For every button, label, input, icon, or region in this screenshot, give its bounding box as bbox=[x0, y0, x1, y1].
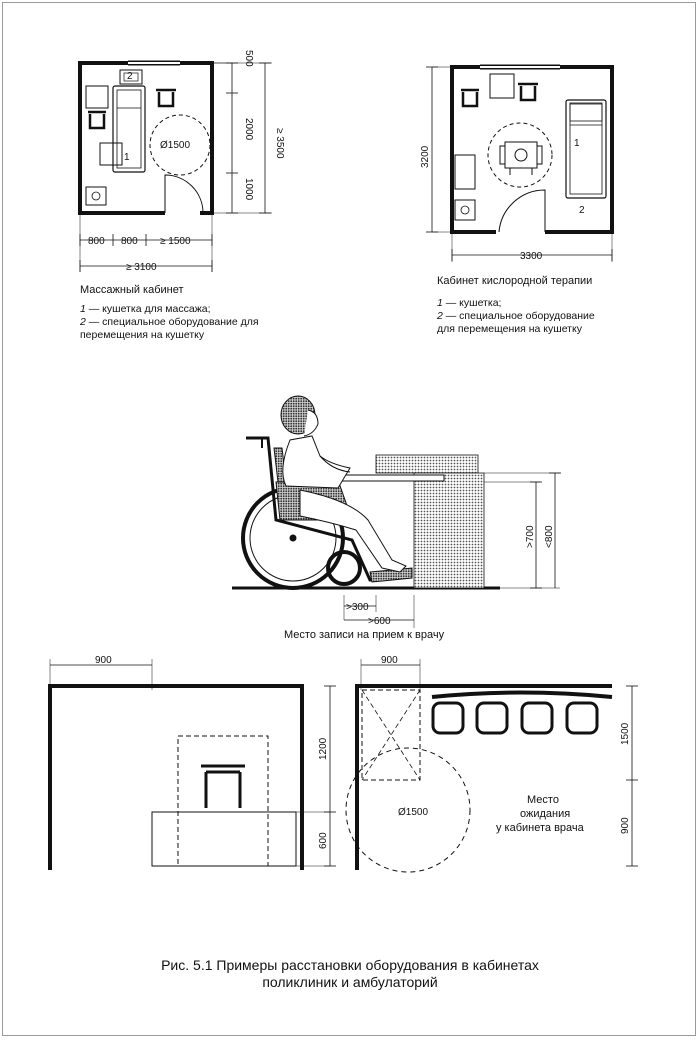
massage-room-legend bbox=[80, 303, 259, 342]
desk-dim-1200: 1200 bbox=[318, 737, 329, 760]
figure-caption bbox=[0, 957, 700, 991]
figure-caption-line2: поликлиник и амбулаторий bbox=[262, 974, 438, 990]
waiting-label-line3: у кабинета врача bbox=[496, 822, 584, 834]
reception-dim-knee: >300 bbox=[346, 602, 369, 613]
waiting-label-line1: Место bbox=[527, 794, 559, 806]
oxygen-marker-2: 2 bbox=[579, 205, 585, 216]
oxygen-marker-1: 1 bbox=[574, 138, 580, 149]
massage-legend-item-2: 2 — специальное оборудование для bbox=[80, 316, 259, 328]
massage-legend-item-3: перемещения на кушетку bbox=[80, 329, 205, 341]
desk-dim-600: 600 bbox=[318, 832, 329, 849]
oxygen-legend-item-1: 1 — кушетка; bbox=[437, 297, 502, 309]
massage-dim-500: 500 bbox=[243, 50, 254, 67]
figure-caption-line1: Рис. 5.1 Примеры расстановки оборудования в кабинетах bbox=[161, 957, 539, 973]
waiting-dim-900: 900 bbox=[381, 655, 398, 666]
reception-dim-depth: >600 bbox=[368, 616, 391, 627]
oxygen-dim-height: 3200 bbox=[420, 145, 431, 168]
massage-legend-item-1: 1 — кушетка для массажа; bbox=[80, 303, 211, 315]
massage-room-labels bbox=[88, 50, 285, 273]
waiting-plan-labels bbox=[381, 655, 631, 834]
oxygen-room-legend bbox=[437, 297, 595, 336]
massage-dim-1500: ≥ 1500 bbox=[160, 236, 191, 247]
waiting-circle-label: Ø1500 bbox=[398, 807, 429, 818]
desk-plan bbox=[50, 659, 336, 870]
oxygen-legend-item-3: для перемещения на кушетку bbox=[437, 323, 582, 335]
waiting-dim-900-vertical: 900 bbox=[620, 817, 631, 834]
massage-dim-800b: 800 bbox=[121, 236, 138, 247]
massage-room-title: Массажный кабинет bbox=[80, 284, 184, 296]
oxygen-dim-width: 3300 bbox=[520, 251, 543, 262]
reception-illustration bbox=[232, 396, 561, 628]
massage-dim-total-width: ≥ 3100 bbox=[126, 262, 157, 273]
massage-circle-label: Ø1500 bbox=[160, 140, 191, 151]
waiting-label-line2: ожидания bbox=[520, 808, 571, 820]
massage-dim-800a: 800 bbox=[88, 236, 105, 247]
massage-dim-total-height: ≥ 3500 bbox=[274, 128, 285, 159]
massage-marker-2: 2 bbox=[127, 71, 133, 82]
reception-dim-700: >700 bbox=[525, 525, 536, 548]
reception-title: Место записи на прием к врачу bbox=[284, 629, 445, 641]
massage-dim-2000: 2000 bbox=[243, 118, 254, 141]
oxygen-room-labels bbox=[420, 138, 585, 262]
oxygen-room-plan bbox=[426, 65, 612, 262]
massage-marker-1: 1 bbox=[124, 152, 130, 163]
waiting-plan bbox=[346, 659, 638, 872]
desk-dim-900: 900 bbox=[95, 655, 112, 666]
massage-dim-1000: 1000 bbox=[243, 178, 254, 201]
waiting-dim-1500: 1500 bbox=[620, 722, 631, 745]
oxygen-room-title: Кабинет кислородной терапии bbox=[437, 275, 593, 287]
oxygen-legend-item-2: 2 — специальное оборудование bbox=[437, 310, 595, 322]
reception-dim-800: <800 bbox=[544, 525, 555, 548]
